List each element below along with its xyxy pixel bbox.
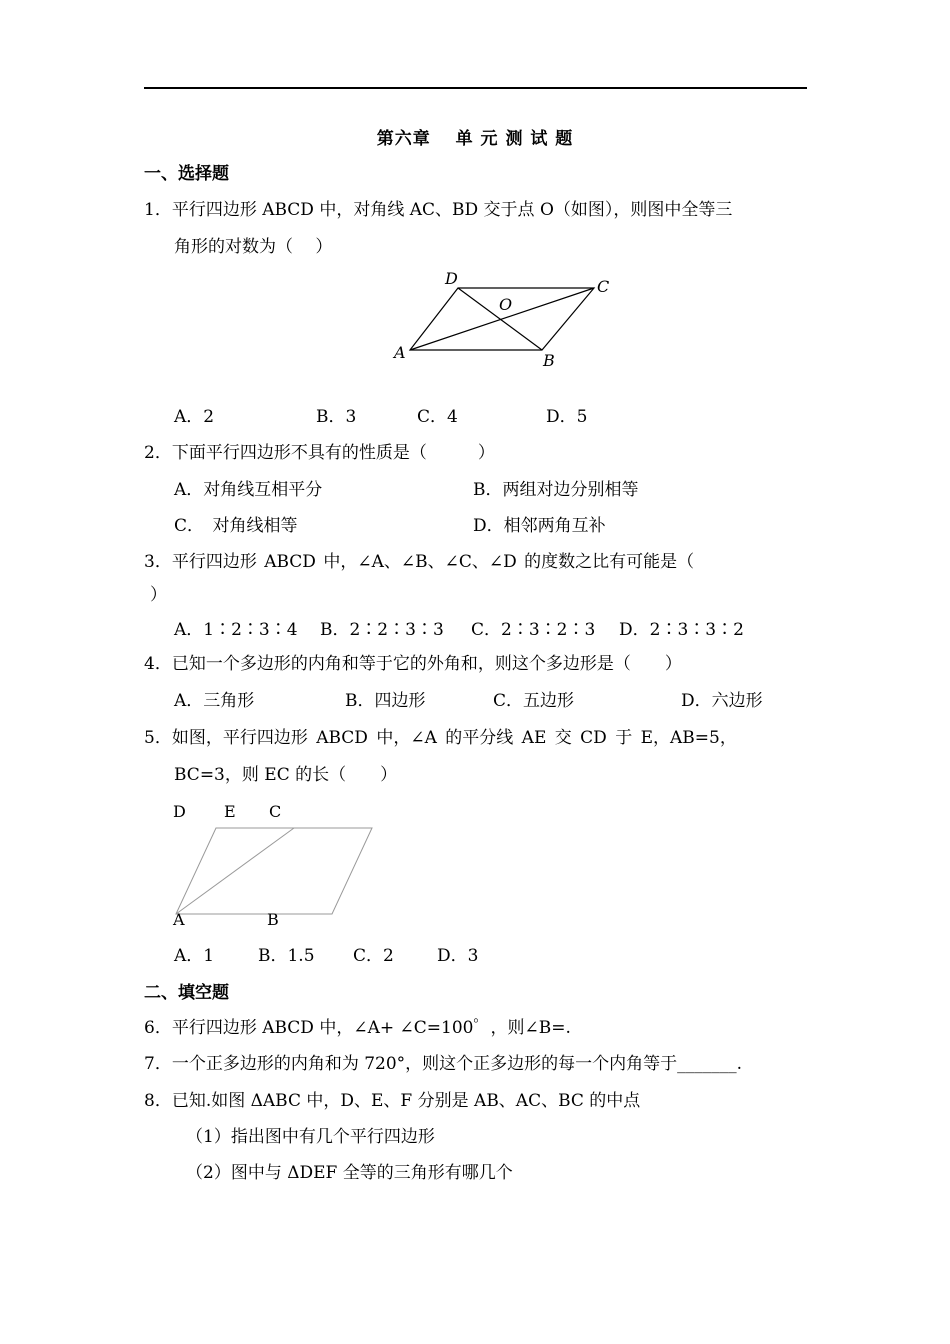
q4-option-a: A．三角形	[174, 691, 255, 711]
q5-option-b: B．1.5	[258, 946, 315, 966]
q5-label-a: A	[173, 910, 185, 929]
section-fill-heading: 二、填空题	[144, 983, 229, 1003]
q1-label-o: O	[499, 295, 513, 314]
q5-parallelogram-outline	[176, 828, 372, 914]
q4-option-b: B．四边形	[345, 691, 426, 711]
page-title: 第六章 单 元 测 试 题	[376, 129, 574, 149]
q3-option-a: A．1∶2∶3∶4	[174, 620, 298, 640]
q2-option-d: D．相邻两角互补	[473, 516, 606, 536]
q1-option-d: D．5	[546, 407, 588, 427]
q5-option-c: C．2	[353, 946, 394, 966]
q1-label-a: A	[394, 343, 406, 362]
q6-stem: 6．平行四边形 ABCD 中，∠A+ ∠C=100゜，则∠B=.	[144, 1018, 571, 1038]
q4-stem: 4．已知一个多边形的内角和等于它的外角和，则这个多边形是（ ）	[144, 654, 682, 674]
q1-label-b: B	[543, 351, 555, 370]
q3-stem-line1: 3．平行四边形 ABCD 中，∠A、∠B、∠C、∠D 的度数之比有可能是（	[144, 552, 695, 572]
q5-option-d: D．3	[437, 946, 479, 966]
q5-label-b: B	[267, 910, 279, 929]
q4-option-d: D．六边形	[681, 691, 763, 711]
q8-sub1: （1）指出图中有几个平行四边形	[186, 1127, 435, 1147]
q7-stem: 7．一个正多边形的内角和为 720°，则这个正多边形的每一个内角等于_______.	[144, 1054, 743, 1074]
q3-stem-line2: ）	[150, 585, 167, 605]
q5-label-e: E	[224, 802, 236, 821]
q1-option-b: B．3	[316, 407, 357, 427]
q1-stem-line2: 角形的对数为（ ）	[174, 237, 333, 257]
q5-stem-line1: 5．如图，平行四边形 ABCD 中，∠A 的平分线 AE 交 CD 于 E，AB=5，	[144, 728, 737, 748]
q2-option-c: C． 对角线相等	[174, 516, 298, 536]
q5-bisector-ae	[176, 828, 294, 914]
q3-option-b: B．2∶2∶3∶3	[320, 620, 444, 640]
q1-option-a: A．2	[174, 407, 215, 427]
q5-parallelogram-figure	[168, 798, 388, 933]
q1-stem-line1: 1．平行四边形 ABCD 中，对角线 AC、BD 交于点 O（如图），则图中全等三	[144, 200, 733, 220]
q3-option-c: C．2∶3∶2∶3	[471, 620, 596, 640]
q1-label-d: D	[445, 269, 458, 288]
q5-label-c: C	[269, 802, 282, 821]
q4-option-c: C．五边形	[493, 691, 575, 711]
q2-option-b: B．两组对边分别相等	[473, 480, 639, 500]
q8-stem: 8．已知.如图 ΔABC 中，D、E、F 分别是 AB、AC、BC 的中点	[144, 1091, 641, 1111]
header-rule	[144, 87, 807, 89]
q5-label-d: D	[173, 802, 186, 821]
q5-option-a: A．1	[174, 946, 215, 966]
q2-option-a: A．对角线互相平分	[174, 480, 323, 500]
section-choice-heading: 一、选择题	[144, 164, 229, 184]
q5-stem-line2: BC=3，则 EC 的长（ ）	[174, 765, 398, 785]
q8-sub2: （2）图中与 ΔDEF 全等的三角形有哪几个	[186, 1163, 513, 1183]
q1-label-c: C	[597, 277, 610, 296]
q3-option-d: D．2∶3∶3∶2	[619, 620, 744, 640]
q2-stem: 2．下面平行四边形不具有的性质是（ ）	[144, 443, 495, 463]
q1-option-c: C．4	[417, 407, 458, 427]
q1-parallelogram-figure	[390, 268, 620, 372]
